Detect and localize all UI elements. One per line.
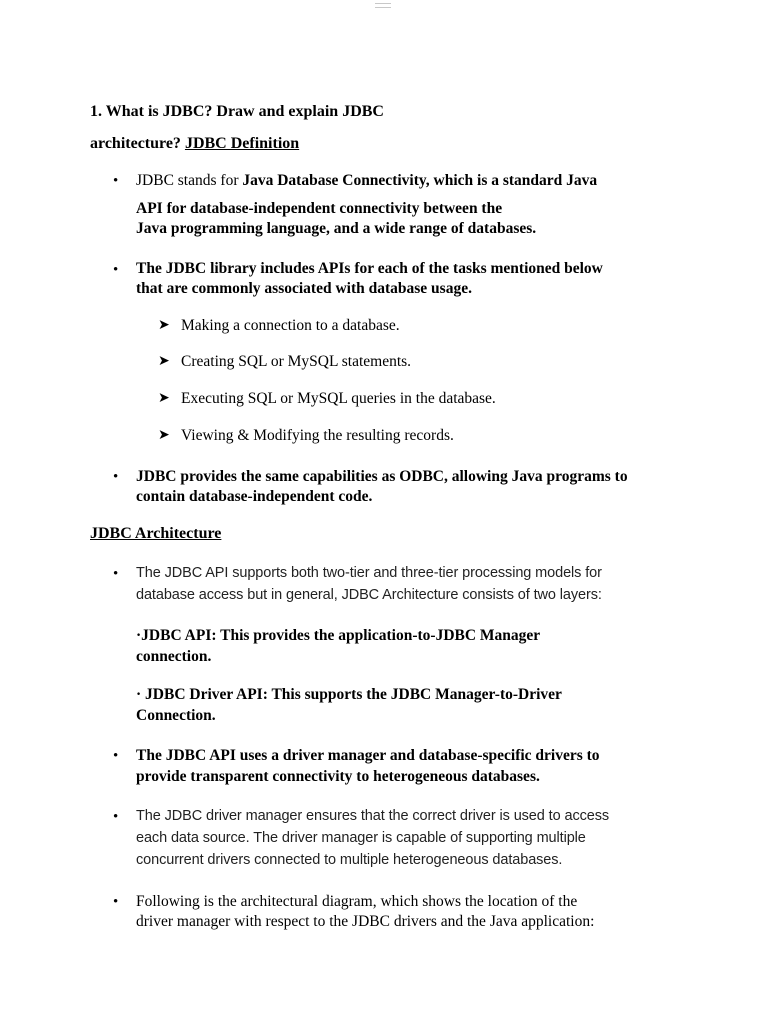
diagram-intro-line: Following is the architectural diagram, which shows the location of the (136, 893, 578, 910)
library-line: that are commonly associated with database usage. (136, 280, 472, 297)
arrow-bullet-icon: ➤ (158, 318, 170, 333)
layer-jdbc-api: ·JDBC API: This provides the application-to-JDBC Manager (136, 627, 541, 644)
ensures-line: The JDBC driver manager ensures that the correct driver is used to access (136, 808, 610, 824)
question-prefix: architecture? (90, 135, 181, 152)
bullet-icon: • (113, 173, 119, 189)
task-item: Viewing & Modifying the resulting records. (181, 427, 454, 444)
jdbc-definition-heading: JDBC Definition (184, 135, 300, 152)
architecture-intro-line: database access but in general, JDBC Architecture consists of two layers: (136, 587, 602, 603)
layer-jdbc-api: connection. (136, 648, 212, 665)
odbc-line: contain database-independent code. (136, 488, 373, 505)
ensures-line: each data source. The driver manager is capable of supporting multiple (136, 830, 586, 846)
bullet-icon: • (113, 748, 119, 764)
task-item: Executing SQL or MySQL queries in the database. (181, 390, 496, 407)
bullet-icon: • (113, 262, 119, 278)
arrow-bullet-icon: ➤ (158, 428, 170, 443)
bullet-icon: • (113, 566, 119, 582)
arrow-bullet-icon: ➤ (158, 354, 170, 369)
page-marker (375, 3, 391, 11)
question-line-2 (90, 135, 299, 153)
task-item: Creating SQL or MySQL statements. (181, 353, 412, 370)
diagram-intro-line: driver manager with respect to the JDBC drivers and the Java application: (136, 913, 595, 930)
bullet-icon: • (113, 894, 119, 910)
task-item: Making a connection to a database. (181, 317, 400, 334)
architecture-heading: JDBC Architecture (90, 525, 222, 542)
bullet-icon: • (113, 809, 119, 825)
driver-manager-line: provide transparent connectivity to heterogeneous databases. (136, 768, 540, 785)
odbc-line: JDBC provides the same capabilities as ODBC, allowing Java programs to (136, 468, 628, 485)
definition-line: API for database-independent connectivity between the (136, 200, 503, 217)
definition-bullet-1 (136, 171, 597, 191)
driver-manager-line: The JDBC API uses a driver manager and database-specific drivers to (136, 747, 600, 764)
arrow-bullet-icon: ➤ (158, 391, 170, 406)
definition-line: JDBC stands for Java Database Connectivity, which is a standard Java (136, 172, 598, 189)
definition-line: Java programming language, and a wide range of databases. (136, 220, 537, 237)
question-line-1: 1. What is JDBC? Draw and explain JDBC (90, 103, 384, 120)
architecture-intro-line: The JDBC API supports both two-tier and three-tier processing models for (136, 565, 602, 581)
ensures-line: concurrent drivers connected to multiple heterogeneous databases. (136, 852, 563, 868)
layer-jdbc-driver-api: Connection. (136, 707, 216, 724)
library-line: The JDBC library includes APIs for each of the tasks mentioned below (136, 260, 603, 277)
bullet-icon: • (113, 469, 119, 485)
layer-jdbc-driver-api: · JDBC Driver API: This supports the JDBC Manager-to-Driver (136, 686, 562, 703)
